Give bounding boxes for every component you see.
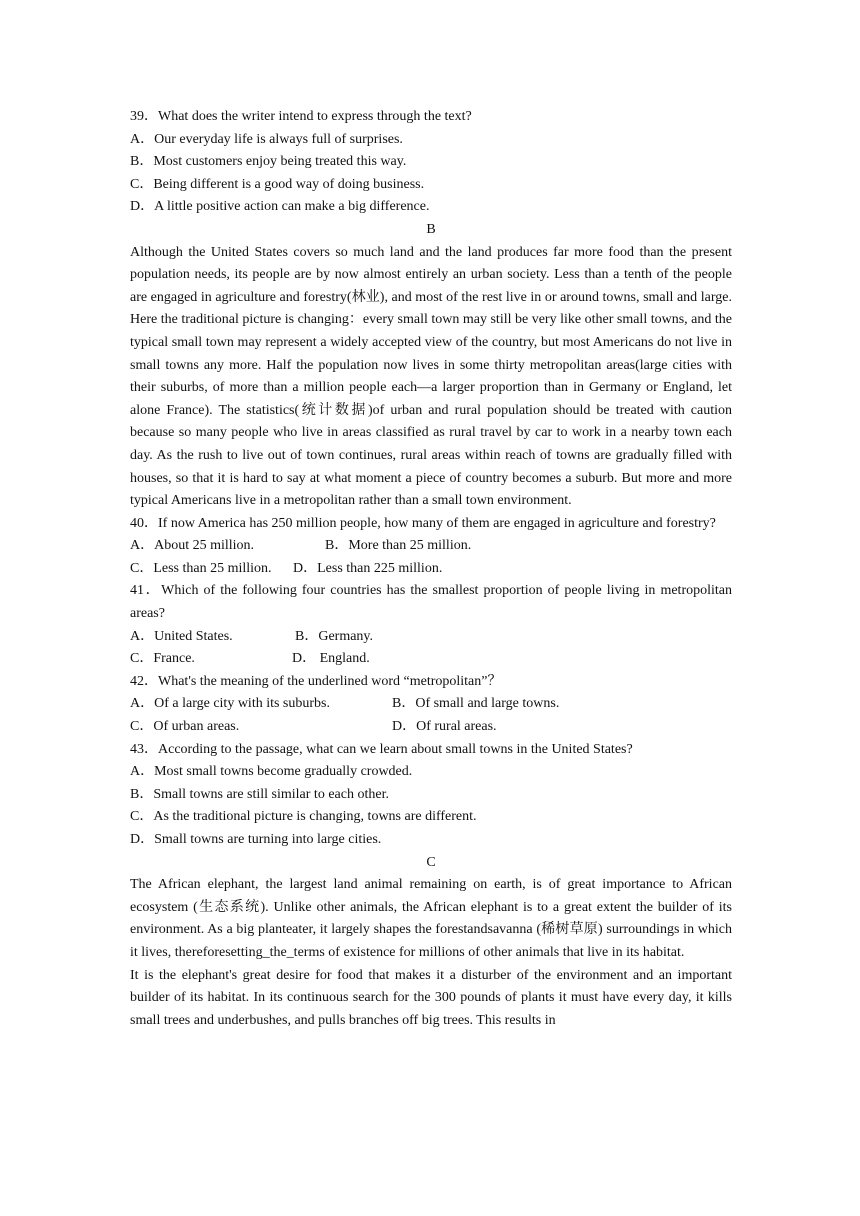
option-c: C．As the traditional picture is changing, towns are different.: [130, 809, 477, 825]
option-b: B．Most customers enjoy being treated this way.: [130, 154, 407, 170]
option-b: B．More than 25 million.: [325, 538, 472, 554]
section-label-c: C: [426, 854, 436, 870]
option-b: B．Of small and large towns.: [392, 696, 560, 712]
option-a: A．Of a large city with its suburbs.: [130, 696, 330, 712]
question-stem: 39．What does the writer intend to express through the text?: [130, 109, 472, 124]
question-stem: 41．Which of the following four countries has the smallest proportion of people living in metropolitan areas?: [130, 583, 732, 622]
option-c: C．Of urban areas.: [130, 719, 240, 735]
option-a: A．United States.: [130, 628, 233, 644]
option-d: D．A little positive action can make a big difference.: [130, 199, 430, 215]
option-b: B．Germany.: [295, 628, 374, 644]
question-stem: 43．According to the passage, what can we learn about small towns in the United States?: [130, 741, 633, 757]
option-d: D． England.: [292, 651, 370, 667]
option-c: C．France.: [130, 651, 195, 667]
passage-c-paragraph-2: It is the elephant's great desire for food that makes it a disturber of the environment and an important builder of its habitat. In its continuous search for the 300 pounds of plants it must have every day, it kills small trees and underbushes, and pulls branches off big trees. This results in: [130, 967, 732, 1028]
section-label-b: B: [426, 221, 436, 237]
option-c: C．Being different is a good way of doing business.: [130, 176, 425, 192]
question-stem: 42．What's the meaning of the underlined word “metropolitan”？: [130, 673, 502, 689]
question-43: [130, 739, 732, 852]
question-42: [130, 671, 732, 739]
option-b: B．Small towns are still similar to each other.: [130, 786, 389, 802]
option-d: D．Less than 225 million.: [293, 560, 443, 576]
question-40: [130, 513, 732, 581]
question-39: [130, 106, 732, 219]
passage-b: Although the United States covers so much land and the land produces far more food than the present population needs, its people are by now almost entirely an urban society. Less than a tenth of the people are engaged in agriculture and forestry(林业), and most of the rest live in or around towns, small and large. Here the traditional picture is changing：every small town may still be very like other small towns, and the typical small town may represent a widely accepted view of the country, but most Americans do not live in small towns any more. Half the population now lives in some thirty metropolitan areas(large cities with their suburbs, of more than a million people each—a larger proportion than in Germany or England, let alone France). The statistics(统计数据)of urban and rural population should be treated with caution because so many people who live in areas classified as rural travel by car to work in a nearby town each day. As the rush to live out of town continues, rural areas within reach of towns are gradually filled with houses, so that it is hard to say at what moment a piece of country becomes a suburb. But more and more typical Americans live in a metropolitan rather than a small town environment.: [130, 244, 732, 509]
question-stem: 40．If now America has 250 million people, how many of them are engaged in agriculture and forestry?: [130, 515, 716, 531]
option-c: C．Less than 25 million.: [130, 560, 272, 576]
option-d: D．Of rural areas.: [392, 719, 497, 735]
option-a: A．Our everyday life is always full of surprises.: [130, 131, 403, 147]
option-d: D．Small towns are turning into large cities.: [130, 832, 382, 847]
option-a: A．About 25 million.: [130, 538, 255, 554]
exam-page: [130, 106, 732, 1032]
question-41: [130, 580, 732, 670]
option-a: A．Most small towns become gradually crowded.: [130, 764, 413, 780]
passage-c-paragraph-1: The African elephant, the largest land animal remaining on earth, is of great importance to African ecosystem (生态系统). Unlike other animals, the African elephant is to a great extent the builder of its environment. As a big planteater, it largely shapes the forestandsavanna (稀树草原) surroundings in which it lives, thereforesetting_the_terms of existence for millions of other animals that live in its habitat.: [130, 877, 732, 960]
